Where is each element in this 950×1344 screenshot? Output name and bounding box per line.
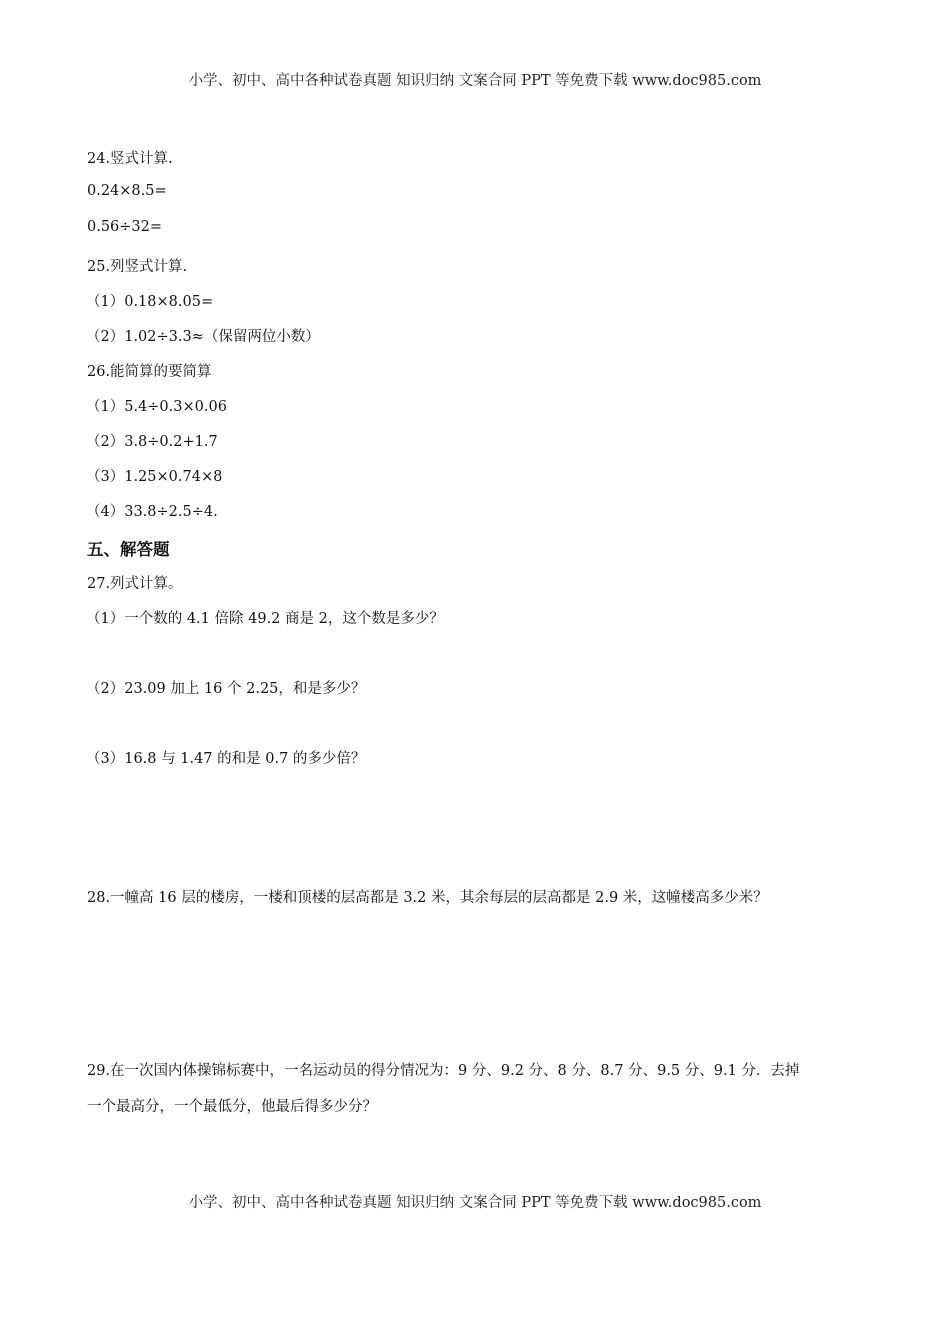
- question-26-item-4: （4）33.8÷2.5÷4.: [86, 504, 218, 520]
- question-24-item-2: 0.56÷32=: [87, 219, 163, 235]
- question-27-item-1: （1）一个数的 4.1 倍除 49.2 商是 2，这个数是多少？: [86, 611, 444, 627]
- question-25-title: 25.列竖式计算.: [87, 259, 188, 275]
- section-5-heading: 五、解答题: [87, 540, 170, 559]
- page-header: 小学、初中、高中各种试卷真题 知识归纳 文案合同 PPT 等免费下载 www.doc985.com: [188, 73, 762, 89]
- question-26-title: 26.能简算的要简算: [87, 364, 212, 380]
- page-footer: 小学、初中、高中各种试卷真题 知识归纳 文案合同 PPT 等免费下载 www.doc985.com: [188, 1195, 762, 1211]
- question-29-line-1: 29.在一次国内体操锦标赛中，一名运动员的得分情况为：9 分、9.2 分、8 分、8.7 分、9.5 分、9.1 分．去掉: [87, 1063, 800, 1079]
- question-28: 28.一幢高 16 层的楼房，一楼和顶楼的层高都是 3.2 米，其余每层的层高都是 2.9 米，这幢楼高多少米？: [87, 890, 768, 906]
- question-27-title: 27.列式计算。: [87, 576, 183, 592]
- question-27-item-2: （2）23.09 加上 16 个 2.25，和是多少？: [86, 681, 366, 697]
- question-29-line-2: 一个最高分，一个最低分，他最后得多少分？: [87, 1099, 377, 1115]
- question-26-item-1: （1）5.4÷0.3×0.06: [86, 399, 227, 415]
- question-25-item-2: （2）1.02÷3.3≈（保留两位小数）: [86, 329, 320, 345]
- question-26-item-2: （2）3.8÷0.2+1.7: [86, 434, 218, 450]
- question-24-item-1: 0.24×8.5=: [87, 183, 167, 199]
- question-24-title: 24.竖式计算.: [87, 151, 173, 167]
- question-26-item-3: （3）1.25×0.74×8: [86, 469, 223, 485]
- question-25-item-1: （1）0.18×8.05=: [86, 294, 214, 310]
- question-27-item-3: （3）16.8 与 1.47 的和是 0.7 的多少倍？: [86, 751, 366, 767]
